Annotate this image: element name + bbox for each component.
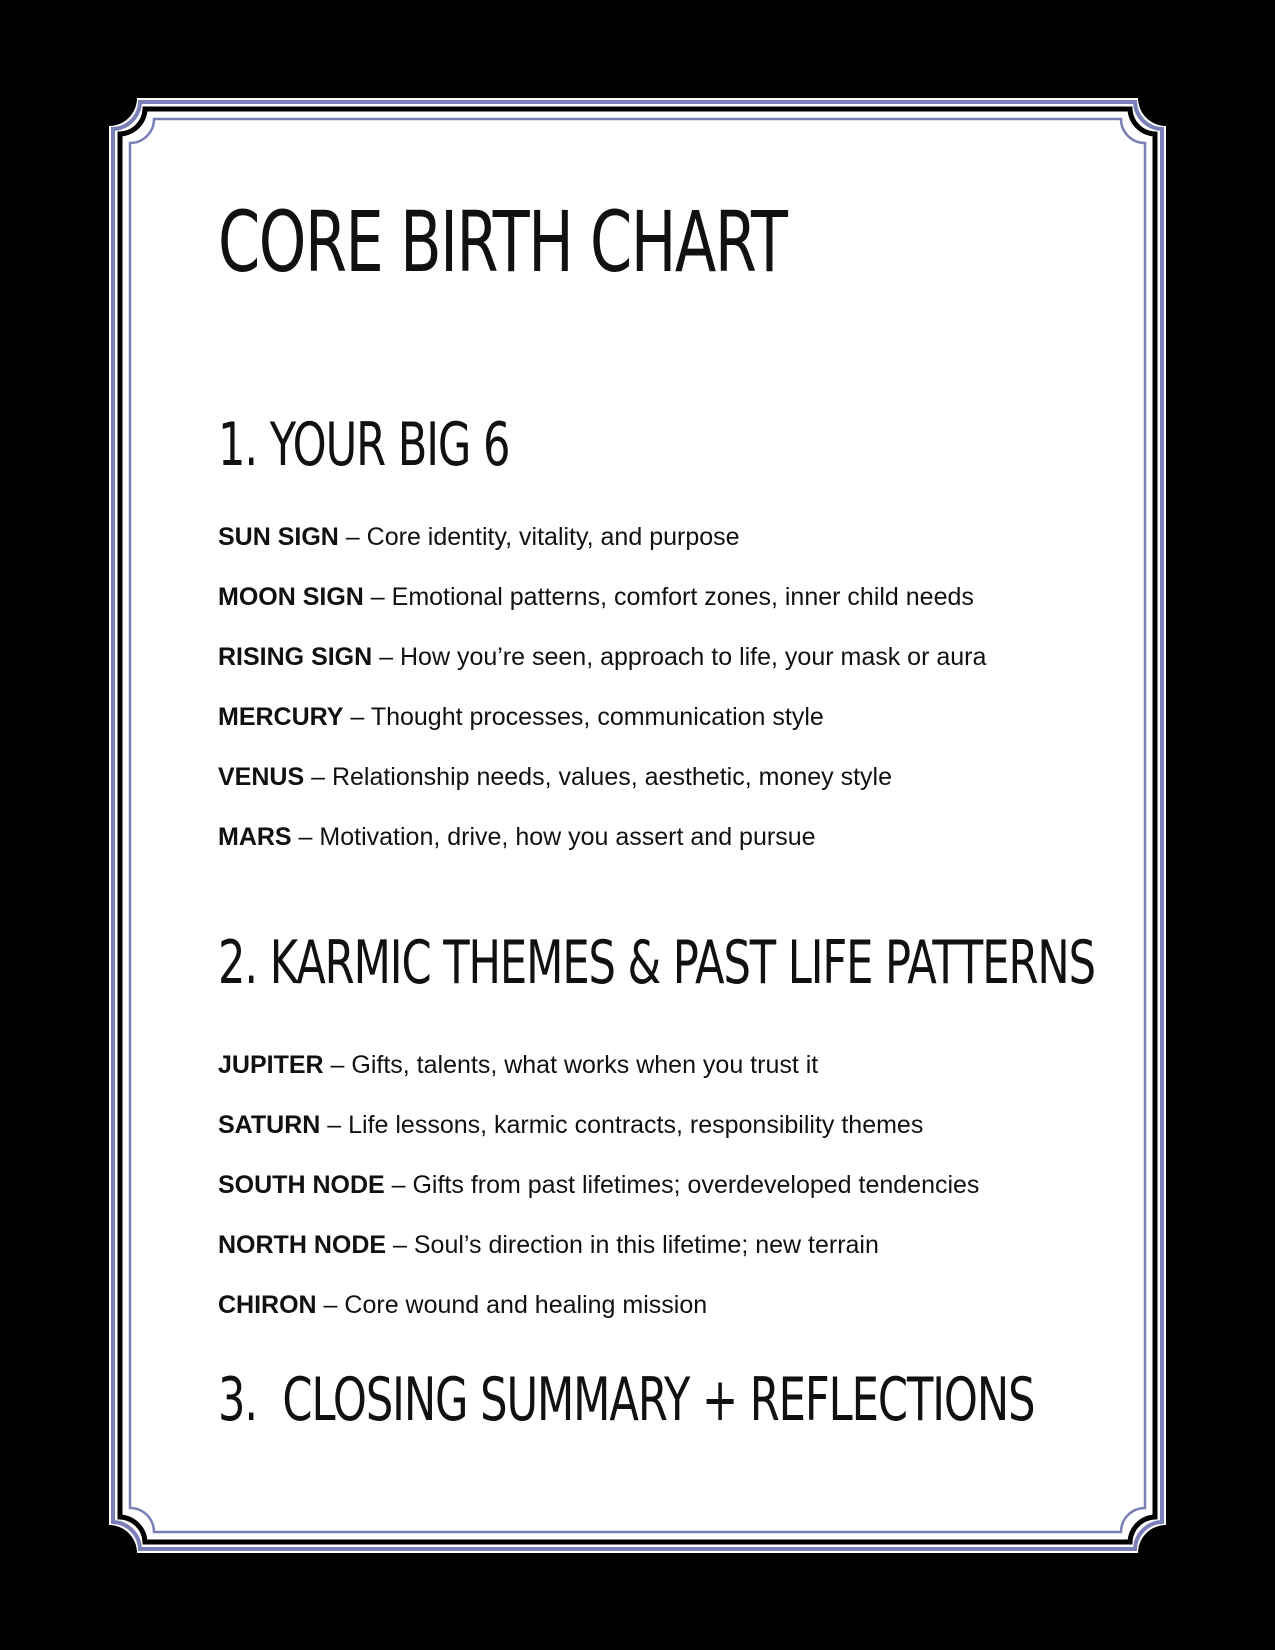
item-separator: – bbox=[338, 523, 367, 551]
item-description: Thought processes, communication style bbox=[370, 703, 824, 731]
section-heading-closing-summary: 3. CLOSING SUMMARY + REFLECTIONS bbox=[218, 1365, 1035, 1435]
list-item bbox=[218, 507, 986, 567]
page-title: CORE BIRTH CHART bbox=[218, 193, 787, 291]
item-term: VENUS bbox=[218, 763, 305, 791]
item-description: Life lessons, karmic contracts, responsibility themes bbox=[348, 1111, 924, 1139]
list-item bbox=[218, 1275, 979, 1335]
item-description: Core identity, vitality, and purpose bbox=[366, 523, 740, 551]
item-separator: – bbox=[384, 1171, 413, 1199]
item-description: Core wound and healing mission bbox=[344, 1291, 708, 1319]
list-item bbox=[218, 567, 986, 627]
section-heading-big-6: 1. YOUR BIG 6 bbox=[218, 410, 510, 480]
list-item bbox=[218, 687, 986, 747]
item-term: RISING SIGN bbox=[218, 643, 373, 671]
item-term: JUPITER bbox=[218, 1051, 324, 1079]
list-item bbox=[218, 807, 986, 867]
item-term: SOUTH NODE bbox=[218, 1171, 385, 1199]
item-separator: – bbox=[323, 1051, 352, 1079]
list-item bbox=[218, 1215, 979, 1275]
item-separator: – bbox=[320, 1111, 349, 1139]
item-description: Gifts from past lifetimes; overdeveloped tendencies bbox=[412, 1171, 980, 1199]
item-description: Relationship needs, values, aesthetic, money style bbox=[331, 763, 892, 791]
item-description: Emotional patterns, comfort zones, inner child needs bbox=[391, 583, 974, 611]
item-separator: – bbox=[304, 763, 332, 791]
item-description: Motivation, drive, how you assert and pursue bbox=[319, 823, 816, 851]
item-description: Gifts, talents, what works when you trust it bbox=[351, 1051, 819, 1079]
item-separator: – bbox=[343, 703, 371, 731]
item-term: MOON SIGN bbox=[218, 583, 364, 611]
section-heading-karmic-themes: 2. KARMIC THEMES & PAST LIFE PATTERNS bbox=[218, 928, 1095, 998]
item-term: MARS bbox=[218, 823, 292, 851]
item-separator: – bbox=[372, 643, 400, 671]
list-item bbox=[218, 1155, 979, 1215]
list-item bbox=[218, 627, 986, 687]
item-separator: – bbox=[316, 1291, 345, 1319]
item-separator: – bbox=[291, 823, 320, 851]
list-item bbox=[218, 1095, 979, 1155]
big-6-list bbox=[218, 507, 986, 867]
item-term: CHIRON bbox=[218, 1291, 317, 1319]
list-item bbox=[218, 1035, 979, 1095]
item-term: MERCURY bbox=[218, 703, 344, 731]
item-description: Soul’s direction in this lifetime; new terrain bbox=[413, 1231, 879, 1259]
item-term: SATURN bbox=[218, 1111, 321, 1139]
item-separator: – bbox=[363, 583, 392, 611]
list-item bbox=[218, 747, 986, 807]
item-separator: – bbox=[386, 1231, 414, 1259]
item-term: SUN SIGN bbox=[218, 523, 339, 551]
item-description: How you’re seen, approach to life, your mask or aura bbox=[399, 643, 987, 671]
karmic-themes-list bbox=[218, 1035, 979, 1335]
item-term: NORTH NODE bbox=[218, 1231, 387, 1259]
